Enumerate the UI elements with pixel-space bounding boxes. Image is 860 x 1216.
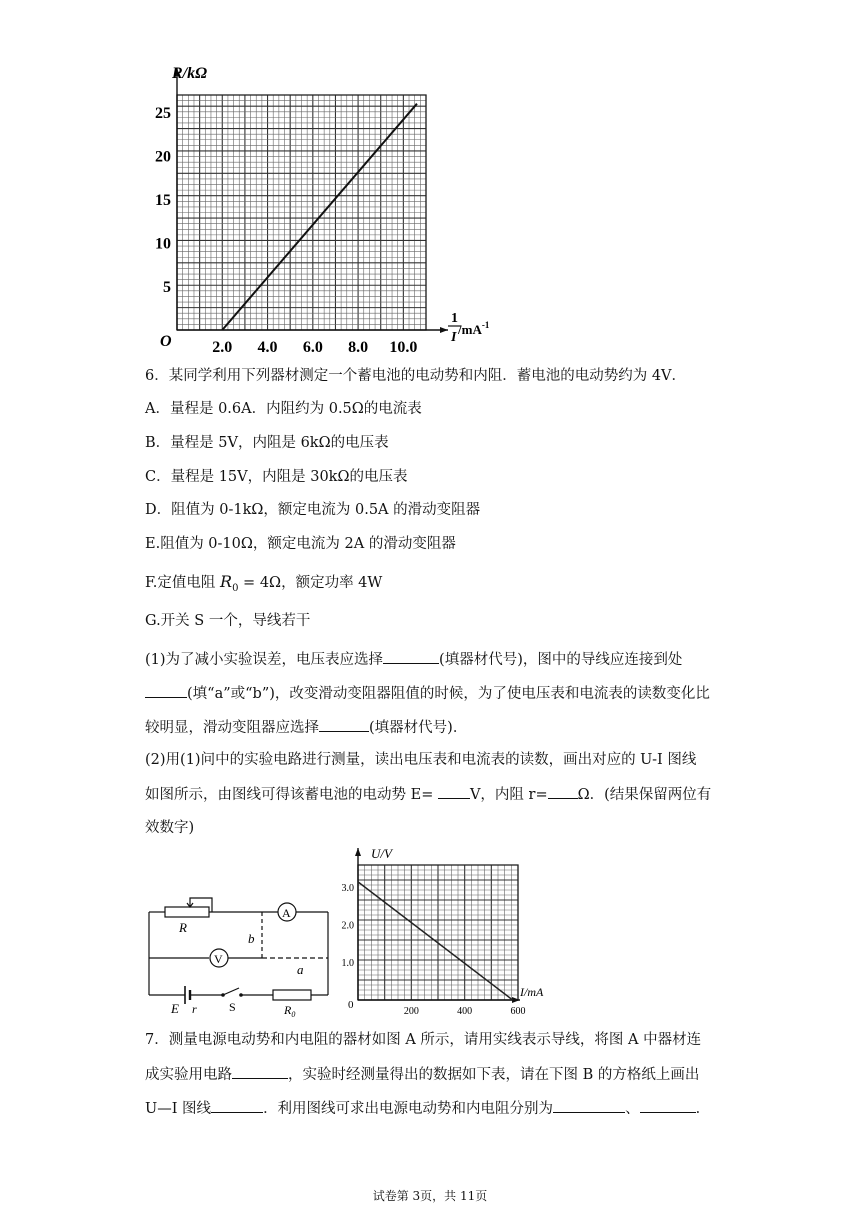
q6-option-a: A．量程是 0.6A．内阻约为 0.5Ω的电流表 [145, 401, 422, 417]
q6-part1-line1 [145, 649, 682, 670]
chart1-origin-label: O [160, 333, 172, 350]
ui-graph-blank[interactable] [211, 1098, 263, 1113]
c2-y-axis-arrow [355, 848, 361, 856]
c1-x-tick-label: 10.0 [389, 339, 418, 356]
q6-option-f-pre: F.定值电阻 [145, 575, 221, 591]
u-i-chart [338, 840, 570, 1018]
q6-option-e: E.阻值为 0-10Ω，额定电流为 2A 的滑动变阻器 [145, 536, 456, 552]
q7-text-c: U—I 图线 [145, 1101, 212, 1117]
chart2-x-axis-label: I/mA [520, 985, 544, 999]
voltmeter-choice-blank[interactable] [383, 649, 439, 664]
c2-x-axis-arrow [512, 997, 520, 1003]
rheostat-choice-blank[interactable] [319, 717, 369, 732]
q7-text-b: ，实验时经测量得出的数据如下表，请在下图 B 的方格纸上画出 [288, 1067, 700, 1083]
r0-symbol: R [220, 572, 233, 591]
q6-part1-text-c: (填“a”或“b”)，改变滑动变阻器阻值的时候，为了使电压表和电流表的读数变化比 [187, 686, 710, 702]
chart1-y-axis-label: R/kΩ [172, 65, 208, 82]
r0-label: $R_0$ [284, 1003, 296, 1019]
emf-answer-blank[interactable] [438, 784, 470, 799]
c1-y-tick-label: 5 [163, 279, 171, 297]
q6-option-d: D．阻值为 0-1kΩ，额定电流为 0.5A 的滑动变阻器 [145, 502, 481, 518]
c2-y-tick-label: 3.0 [341, 883, 354, 894]
q6-part2-line3: 效数字) [145, 820, 195, 836]
chart1-tick-labels [155, 105, 417, 356]
q6-part1-text-e: (填器材代号)． [369, 720, 468, 736]
c1-x-tick-label: 4.0 [257, 339, 278, 356]
q6-part1-text-d: 较明显，滑动变阻器应选择 [145, 720, 319, 736]
c2-y-tick-label: 1.0 [341, 958, 354, 969]
voltmeter-label: V [214, 952, 223, 966]
q6-part2-text-a: 如图所示，由图线可得该蓄电池的电动势 E= [145, 787, 438, 803]
emf-label: E [171, 1001, 179, 1016]
q7-text-a: 成实验用电路 [145, 1067, 232, 1083]
ammeter-label: A [282, 906, 291, 920]
circuit-diagram [145, 880, 340, 1019]
q6-part2-line1: (2)用(1)问中的实验电路进行测量，读出电压表和电流表的读数，画出对应的 U-I 图线 [145, 752, 697, 768]
chart1-axes [174, 68, 448, 333]
q6-part2-text-b: V，内阻 r= [469, 787, 548, 803]
rheostat-label: R [179, 920, 187, 935]
chart1-x-label-denominator: I [451, 330, 457, 345]
q6-part1-line2 [145, 683, 710, 704]
c1-x-tick-label: 6.0 [302, 339, 323, 356]
c2-y-tick-label: 2.0 [341, 920, 354, 932]
q6-option-c: C．量程是 15V，内阻是 30kΩ的电压表 [145, 469, 408, 485]
q7-text-d: ．利用图线可求出电源电动势和内电阻分别为 [263, 1101, 554, 1117]
chart1-series-line [222, 104, 417, 330]
q6-part2-line2 [145, 784, 711, 805]
q7-text-f: ． [695, 1101, 711, 1117]
switch-label: S [229, 1000, 236, 1014]
internal-r-label: r [192, 1002, 197, 1016]
c1-y-tick-label: 25 [155, 105, 171, 123]
internal-resistance-result-blank[interactable] [640, 1098, 696, 1113]
q6-option-b: B．量程是 5V，内阻是 6kΩ的电压表 [145, 435, 389, 451]
q7-line2 [145, 1064, 699, 1085]
chart1-x-label-unit: $/mA^{-1}$ [458, 320, 490, 337]
chart2-origin-label: 0 [348, 999, 354, 1011]
q7-text-e: 、 [625, 1101, 640, 1117]
c2-x-tick-label: 200 [403, 1006, 419, 1017]
q6-part1-text-a: (1)为了减小实验误差，电压表应选择 [145, 652, 384, 668]
r0-subscript: 0 [232, 582, 239, 594]
chart2-y-axis-label: U/V [371, 846, 392, 861]
q7-line1: 7．测量电源电动势和内电阻的器材如图 A 所示，请用实线表示导线，将图 A 中器材连 [145, 1032, 702, 1048]
chart2-grid [358, 865, 518, 1000]
c1-y-tick-label: 20 [155, 148, 171, 166]
q6-part1-text-b: (填器材代号)，图中的导线应连接到处 [439, 652, 683, 668]
internal-resistance-blank[interactable] [548, 784, 578, 799]
chart1-grid [177, 95, 426, 330]
point-a-label: a [297, 962, 304, 977]
q6-part1-line3 [145, 717, 467, 738]
c1-y-tick-label: 15 [155, 192, 171, 210]
wire-connection-blank[interactable] [145, 683, 187, 698]
circuit-drawing-blank[interactable] [232, 1064, 288, 1079]
q6-part2-text-c: Ω．(结果保留两位有 [577, 787, 712, 803]
q6-stem: 6．某同学利用下列器材测定一个蓄电池的电动势和内阻．蓄电池的电动势约为 4V． [145, 368, 687, 384]
emf-result-blank[interactable] [553, 1098, 625, 1113]
r-vs-inverse-current-chart [150, 60, 490, 356]
c1-x-tick-label: 2.0 [212, 339, 233, 356]
c2-x-tick-label: 400 [457, 1006, 473, 1017]
c1-x-axis-arrow [440, 327, 448, 333]
page-footer: 试卷第 3页，共 11页 [372, 1189, 488, 1203]
chart1-x-label-numerator: 1 [451, 311, 458, 326]
c1-y-tick-label: 10 [155, 235, 171, 253]
c1-x-tick-label: 8.0 [348, 339, 369, 356]
q6-option-g: G.开关 S 一个，导线若干 [145, 613, 311, 629]
c2-x-tick-label: 600 [510, 1006, 526, 1017]
q6-option-f [145, 572, 382, 599]
q6-option-f-post: = 4Ω，额定功率 4W [238, 575, 383, 591]
q7-line3 [145, 1098, 710, 1119]
point-b-label: b [248, 931, 255, 946]
